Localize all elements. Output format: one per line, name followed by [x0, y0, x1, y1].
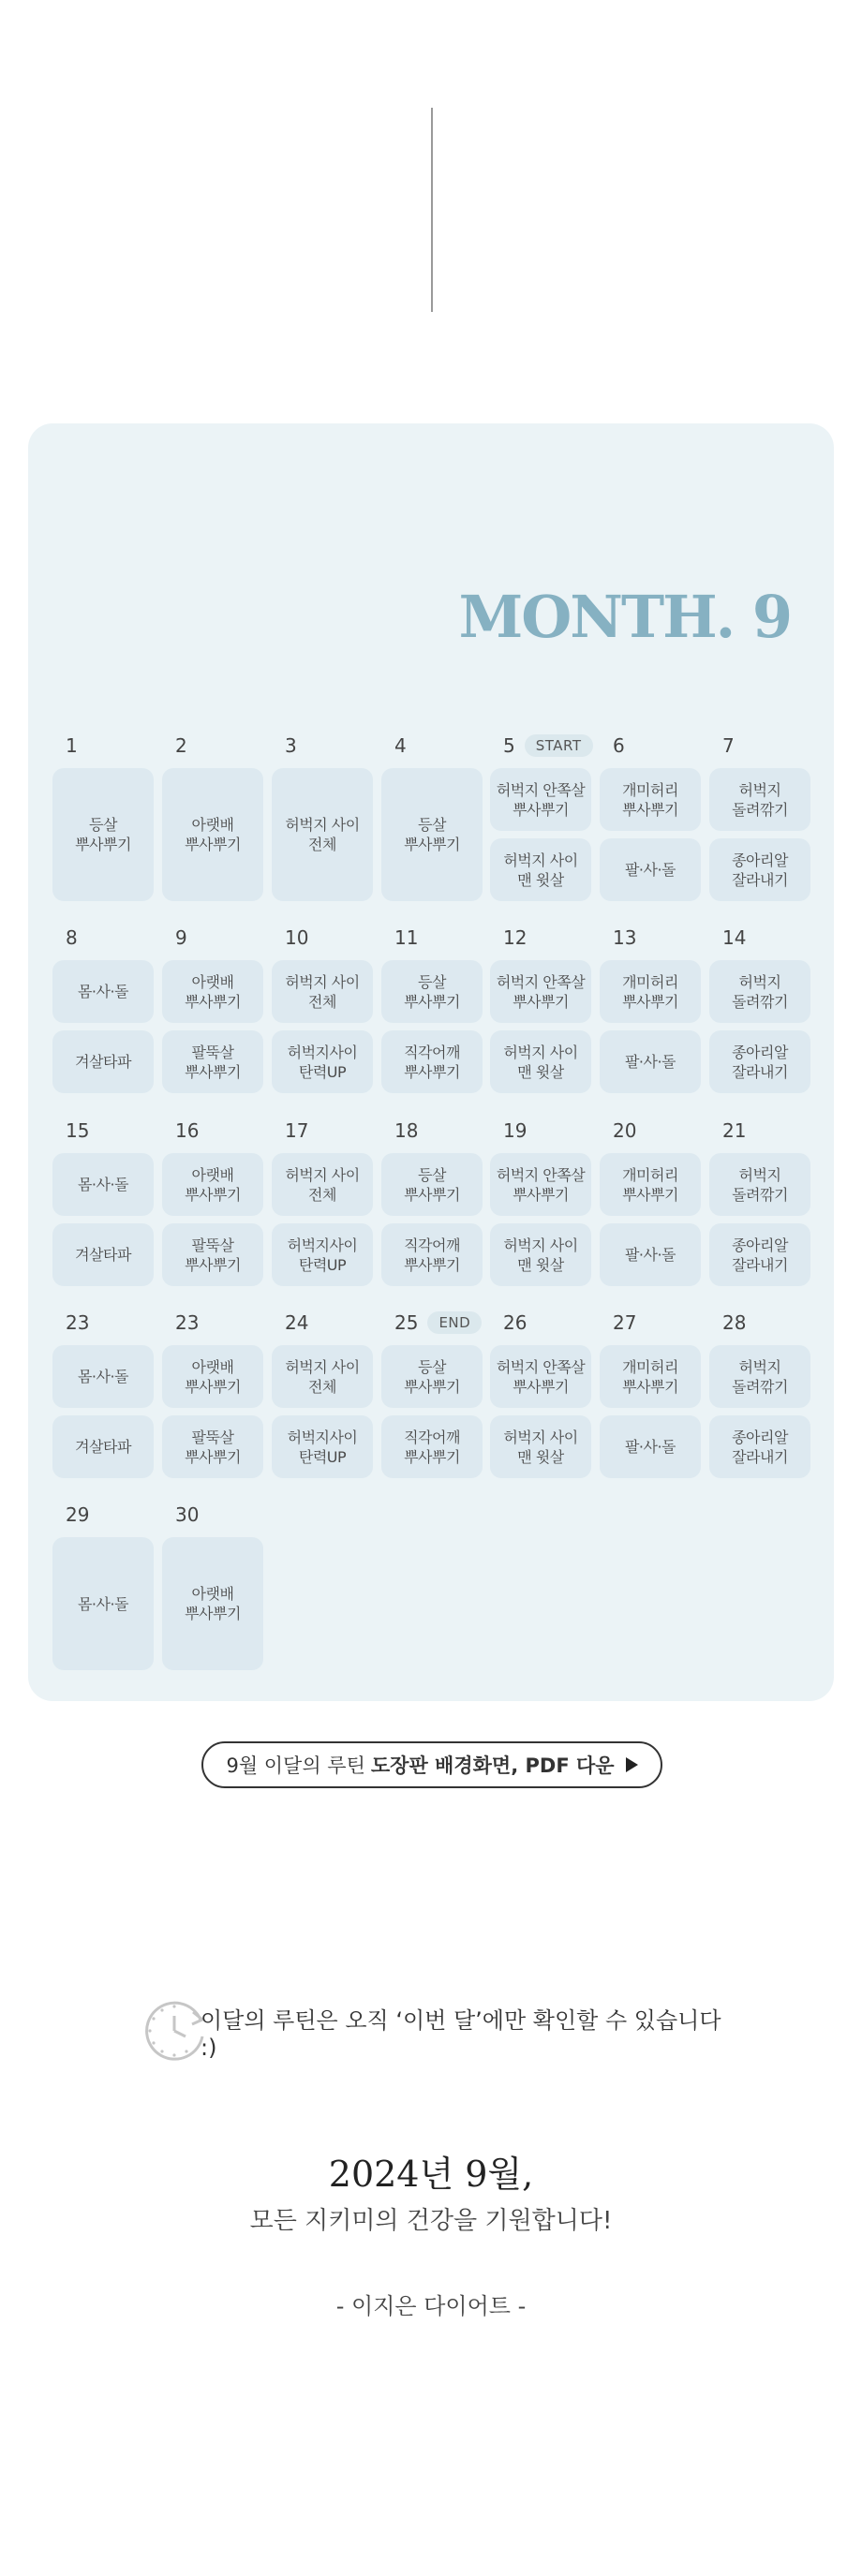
routine-cell: 아랫배 뿌사뿌기: [162, 1537, 263, 1670]
day-number: 16: [175, 1119, 200, 1142]
routine-cell: 개미허리 뿌사뿌기: [600, 960, 701, 1023]
day-header: [272, 733, 297, 759]
top-divider-line: [431, 108, 433, 312]
day-header: [381, 733, 407, 759]
day-number: 24: [285, 1311, 309, 1334]
routine-cell: 허벅지 사이 맨 윗살: [490, 1415, 591, 1478]
day-number: 2: [175, 734, 187, 757]
closing-subtitle: 모든 지키미의 건강을 기원합니다!: [249, 2207, 613, 2235]
routine-cell: 허벅지 사이 전체: [272, 1345, 373, 1408]
day-number: 25: [394, 1311, 419, 1334]
routine-cell: 허벅지 돌려깎기: [709, 1153, 810, 1216]
routine-cell: 팔뚝살 뿌사뿌기: [162, 1223, 263, 1286]
day-header: [162, 925, 187, 951]
day-number: 8: [66, 926, 78, 949]
day-number: 19: [503, 1119, 528, 1142]
routine-cell: 등살 뿌사뿌기: [381, 768, 483, 901]
day-header: [381, 925, 418, 951]
download-prefix: 9월 이달의 루틴: [226, 1754, 365, 1777]
day-number: 1: [66, 734, 78, 757]
day-number: 14: [722, 926, 747, 949]
routine-cell: 허벅지사이 탄력UP: [272, 1223, 373, 1286]
routine-cell: 몸·사·돌: [52, 1345, 154, 1408]
routine-cell: 겨살타파: [52, 1223, 154, 1286]
closing-title: 2024년 9월,: [328, 2154, 534, 2195]
routine-cell: 개미허리 뿌사뿌기: [600, 768, 701, 831]
routine-cell: 팔·사·돌: [600, 1223, 701, 1286]
routine-cell: 허벅지 사이 전체: [272, 768, 373, 901]
day-header: [52, 733, 78, 759]
routine-cell: 직각어깨 뿌사뿌기: [381, 1415, 483, 1478]
routine-cell: 허벅지 돌려깎기: [709, 1345, 810, 1408]
day-number: 23: [175, 1311, 200, 1334]
routine-cell: 허벅지 안쪽살 뿌사뿌기: [490, 768, 591, 831]
routine-cell: 허벅지 안쪽살 뿌사뿌기: [490, 1345, 591, 1408]
day-header: [381, 1310, 482, 1336]
notice-text: 이달의 루틴은 오직 ‘이번 달’에만 확인할 수 있습니다 :): [201, 2006, 721, 2061]
routine-cell: 몸·사·돌: [52, 1153, 154, 1216]
day-header: [272, 1118, 308, 1144]
day-number: 17: [285, 1119, 309, 1142]
routine-cell: 허벅지 사이 맨 윗살: [490, 1223, 591, 1286]
routine-cell: 아랫배 뿌사뿌기: [162, 960, 263, 1023]
day-header: [709, 733, 735, 759]
routine-cell: 허벅지사이 탄력UP: [272, 1030, 373, 1093]
routine-cell: 등살 뿌사뿌기: [52, 768, 154, 901]
routine-cell: 아랫배 뿌사뿌기: [162, 768, 263, 901]
day-number: 21: [722, 1119, 747, 1142]
routine-cell: 허벅지 안쪽살 뿌사뿌기: [490, 960, 591, 1023]
day-header: [52, 925, 78, 951]
routine-cell: 허벅지사이 탄력UP: [272, 1415, 373, 1478]
day-header: [162, 1310, 199, 1336]
routine-cell: 팔뚝살 뿌사뿌기: [162, 1415, 263, 1478]
routine-cell: 허벅지 사이 전체: [272, 960, 373, 1023]
day-number: 5: [503, 734, 515, 757]
routine-cell: 팔·사·돌: [600, 1030, 701, 1093]
day-number: 20: [613, 1119, 637, 1142]
pdf-download-button[interactable]: [201, 1741, 662, 1788]
routine-cell: 몸·사·돌: [52, 960, 154, 1023]
day-header: [490, 925, 527, 951]
day-badge: START: [525, 734, 593, 757]
day-header: [381, 1118, 418, 1144]
day-number: 26: [503, 1311, 528, 1334]
day-header: [162, 733, 187, 759]
day-number: 3: [285, 734, 297, 757]
day-header: [52, 1118, 89, 1144]
routine-cell: 개미허리 뿌사뿌기: [600, 1153, 701, 1216]
routine-cell: 아랫배 뿌사뿌기: [162, 1153, 263, 1216]
day-number: 9: [175, 926, 187, 949]
day-header: [709, 1118, 746, 1144]
day-number: 15: [66, 1119, 90, 1142]
day-number: 13: [613, 926, 637, 949]
day-number: 12: [503, 926, 528, 949]
routine-cell: 등살 뿌사뿌기: [381, 1153, 483, 1216]
routine-cell: 종아리알 잘라내기: [709, 1415, 810, 1478]
download-bold-label: 도장판 배경화면, PDF 다운: [370, 1754, 615, 1777]
routine-cell: 겨살타파: [52, 1415, 154, 1478]
day-number: 18: [394, 1119, 419, 1142]
day-number: 27: [613, 1311, 637, 1334]
day-number: 11: [394, 926, 419, 949]
day-header: [162, 1502, 199, 1528]
routine-cell: 허벅지 사이 맨 윗살: [490, 838, 591, 901]
routine-cell: 등살 뿌사뿌기: [381, 1345, 483, 1408]
day-header: [162, 1118, 199, 1144]
routine-cell: 허벅지 사이 전체: [272, 1153, 373, 1216]
routine-cell: 아랫배 뿌사뿌기: [162, 1345, 263, 1408]
routine-cell: 허벅지 사이 맨 윗살: [490, 1030, 591, 1093]
routine-cell: 허벅지 안쪽살 뿌사뿌기: [490, 1153, 591, 1216]
day-number: 10: [285, 926, 309, 949]
day-header: [272, 1310, 308, 1336]
calendar-panel: [28, 423, 834, 1701]
play-arrow-icon: [626, 1757, 638, 1772]
closing-signature: - 이지은 다이어트 -: [335, 2293, 527, 2319]
month-title: MONTH. 9: [458, 583, 791, 651]
day-badge: END: [427, 1311, 482, 1334]
day-header: [52, 1310, 89, 1336]
routine-cell: 허벅지 돌려깎기: [709, 768, 810, 831]
routine-cell: 종아리알 잘라내기: [709, 1030, 810, 1093]
day-header: [600, 1118, 636, 1144]
day-header: [272, 925, 308, 951]
day-number: 23: [66, 1311, 90, 1334]
routine-cell: 직각어깨 뿌사뿌기: [381, 1030, 483, 1093]
notice: [141, 1995, 740, 2066]
routine-cell: 몸·사·돌: [52, 1537, 154, 1670]
day-number: 29: [66, 1503, 90, 1526]
routine-cell: 직각어깨 뿌사뿌기: [381, 1223, 483, 1286]
day-header: [709, 925, 746, 951]
routine-cell: 팔뚝살 뿌사뿌기: [162, 1030, 263, 1093]
routine-cell: 허벅지 돌려깎기: [709, 960, 810, 1023]
day-header: [490, 733, 593, 759]
day-number: 4: [394, 734, 407, 757]
routine-cell: 종아리알 잘라내기: [709, 1223, 810, 1286]
day-header: [490, 1118, 527, 1144]
day-header: [600, 925, 636, 951]
day-header: [709, 1310, 746, 1336]
day-number: 28: [722, 1311, 747, 1334]
day-header: [490, 1310, 527, 1336]
day-number: 7: [722, 734, 735, 757]
day-number: 30: [175, 1503, 200, 1526]
routine-cell: 팔·사·돌: [600, 1415, 701, 1478]
routine-cell: 종아리알 잘라내기: [709, 838, 810, 901]
routine-cell: 겨살타파: [52, 1030, 154, 1093]
day-number: 6: [613, 734, 625, 757]
day-header: [52, 1502, 89, 1528]
routine-cell: 팔·사·돌: [600, 838, 701, 901]
routine-cell: 개미허리 뿌사뿌기: [600, 1345, 701, 1408]
day-header: [600, 1310, 636, 1336]
routine-cell: 등살 뿌사뿌기: [381, 960, 483, 1023]
day-header: [600, 733, 625, 759]
